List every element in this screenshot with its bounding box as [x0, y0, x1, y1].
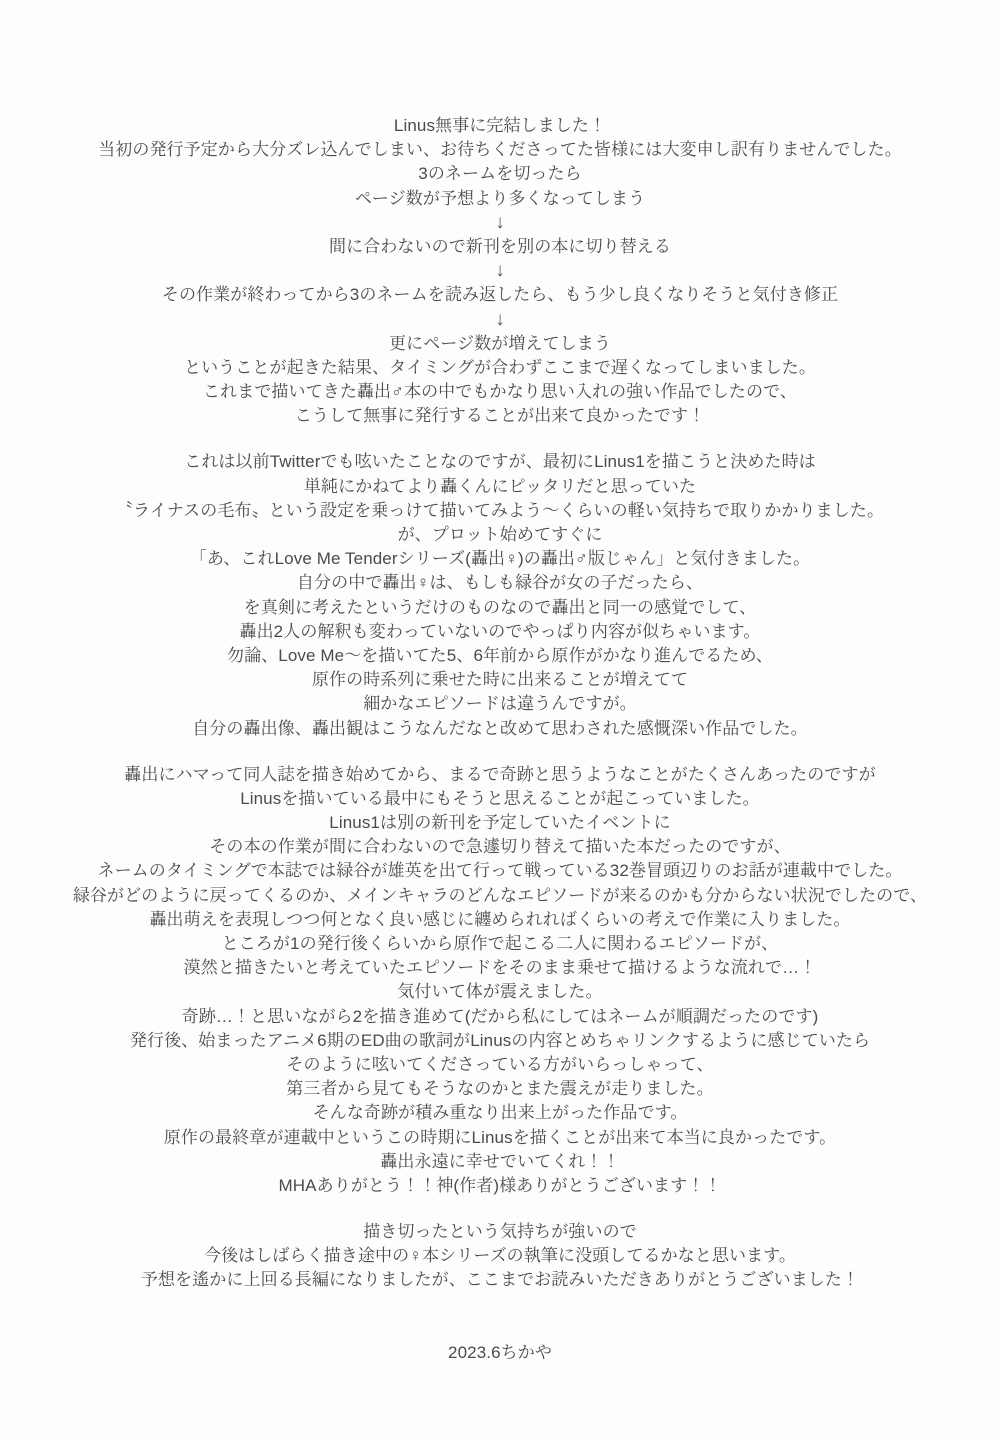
text-line: ところが1の発行後くらいから原作で起こる二人に関わるエピソードが、: [221, 934, 779, 953]
text-line: そんな奇跡が積み重なり出来上がった作品です。: [312, 1103, 688, 1123]
closing-paragraph: [0, 1220, 1000, 1293]
text-line: そのように呟いてくださっている方がいらっしゃって、: [286, 1054, 714, 1074]
text-line: 勿論、Love Me～を描いてた5、6年前から原作がかなり進んでるため、: [226, 645, 774, 665]
text-line: Linus無事に完結しました！: [393, 116, 607, 135]
text-line: 「あ、これLove Me Tenderシリーズ(轟出♀)の轟出♂版じゃん」と気付きました。: [189, 549, 811, 569]
text-line: 単純にかねてより轟くんにピッタリだと思っていた: [303, 476, 697, 496]
text-line: 第三者から見てもそうなのかとまた震えが走りました。: [286, 1079, 714, 1099]
text-line: 細かなエピソードは違うんですが。: [363, 694, 637, 714]
arrow-down-icon: ↓: [495, 211, 505, 233]
text-line: 漠然と描きたいと考えていたエピソードをそのまま乗せて描けるような流れで…！: [183, 958, 817, 978]
text-line: 原作の時系列に乗せた時に出来ることが増えてて: [311, 670, 689, 690]
text-line: が、プロット始めてすぐに: [397, 525, 603, 544]
text-line: 今後はしばらく描き途中の♀本シリーズの執筆に没頭してるかなと思います。: [203, 1246, 797, 1266]
text-line: これは以前Twitterでも呟いたことなのですが、最初にLinus1を描こうと決めた時は: [184, 452, 816, 472]
text-line: 更にページ数が増えてしまう: [389, 333, 611, 353]
text-line: 奇跡…！と思いながら2を描き進めて(だから私にしてはネームが順調だったのです): [181, 1006, 819, 1026]
text-line: ということが起きた結果、タイミングが合わずここまで遅くなってしまいました。: [183, 357, 817, 377]
text-line: 予想を遙かに上回る長編になりましたが、ここまでお読みいただきありがとうございました！: [140, 1270, 860, 1290]
text-line: 描き切ったという気持ちが強いので: [363, 1222, 637, 1242]
text-line: 轟出永遠に幸せでいてくれ！！: [380, 1151, 620, 1171]
text-line: 〝ライナスの毛布〟という設定を乗っけて描いてみよう～くらいの軽い気持ちで取りかかりました。: [115, 500, 885, 520]
text-line: 轟出にハマって同人誌を描き始めてから、まるで奇跡と思うようなことがたくさんあったのですが: [124, 764, 876, 784]
arrow-down-icon: ↓: [495, 308, 505, 330]
miracle-episode-paragraph: [0, 763, 1000, 1198]
text-line: 原作の最終章が連載中というこの時期にLinusを描くことが出来て本当に良かったです。: [163, 1127, 837, 1147]
text-line: 気付いて体が震えました。: [397, 982, 603, 1002]
text-line: 自分の轟出像、轟出観はこうなんだなと改めて思わされた感慨深い作品でした。: [192, 718, 808, 738]
text-line: Linusを描いている最中にもそうと思えることが起こっていました。: [240, 788, 760, 808]
text-line: 当初の発行予定から大分ズレ込んでしまい、お待ちくださってた皆様には大変申し訳有りませんでした。: [98, 140, 902, 160]
text-line: その作業が終わってから3のネームを読み返したら、もう少し良くなりそうと気付き修正: [161, 285, 839, 305]
text-line: 轟出萌えを表現しつつ何となく良い感じに纏められればくらいの考えで作業に入りました。: [149, 909, 851, 929]
text-line: ページ数が予想より多くなってしまう: [354, 188, 646, 208]
text-line: 間に合わないので新刊を別の本に切り替える: [329, 236, 671, 256]
text-line: 自分の中で轟出♀は、もしも緑谷が女の子だったら、: [296, 573, 704, 593]
intro-apology-paragraph: [0, 114, 1000, 428]
text-line: 3のネームを切ったら: [418, 164, 582, 184]
text-line: ネームのタイミングで本誌では緑谷が雄英を出て行って戦っている32巻冒頭辺りのお話が連載中でした。: [97, 861, 903, 881]
text-line: Linus1は別の新刊を予定していたイベントに: [329, 813, 671, 833]
text-line: を真剣に考えたというだけのものなので轟出と同一の感覚でして、: [243, 597, 757, 617]
text-line: MHAありがとう！！神(作者)様ありがとうございます！！: [278, 1175, 722, 1195]
signature-line: 2023.6ちかや: [448, 1342, 552, 1362]
text-line: 発行後、始まったアニメ6期のED曲の歌詞がLinusの内容とめちゃリンクするように感じていたら: [129, 1030, 871, 1050]
text-line: これまで描いてきた轟出♂本の中でもかなり思い入れの強い作品でしたので、: [203, 382, 797, 402]
text-line: 轟出2人の解釈も変わっていないのでやっぱり内容が似ちゃいます。: [239, 621, 761, 641]
arrow-down-icon: ↓: [495, 260, 505, 282]
text-line: その本の作業が間に合わないので急遽切り替えて描いた本だったのですが、: [209, 837, 791, 857]
text-line: 緑谷がどのように戻ってくるのか、メインキャラのどんなエピソードが来るのかも分からない状況でしたので、: [72, 885, 928, 905]
signature: [0, 1341, 1000, 1365]
series-reflection-paragraph: [0, 450, 1000, 740]
text-line: こうして無事に発行することが出来て良かったです！: [294, 406, 706, 426]
